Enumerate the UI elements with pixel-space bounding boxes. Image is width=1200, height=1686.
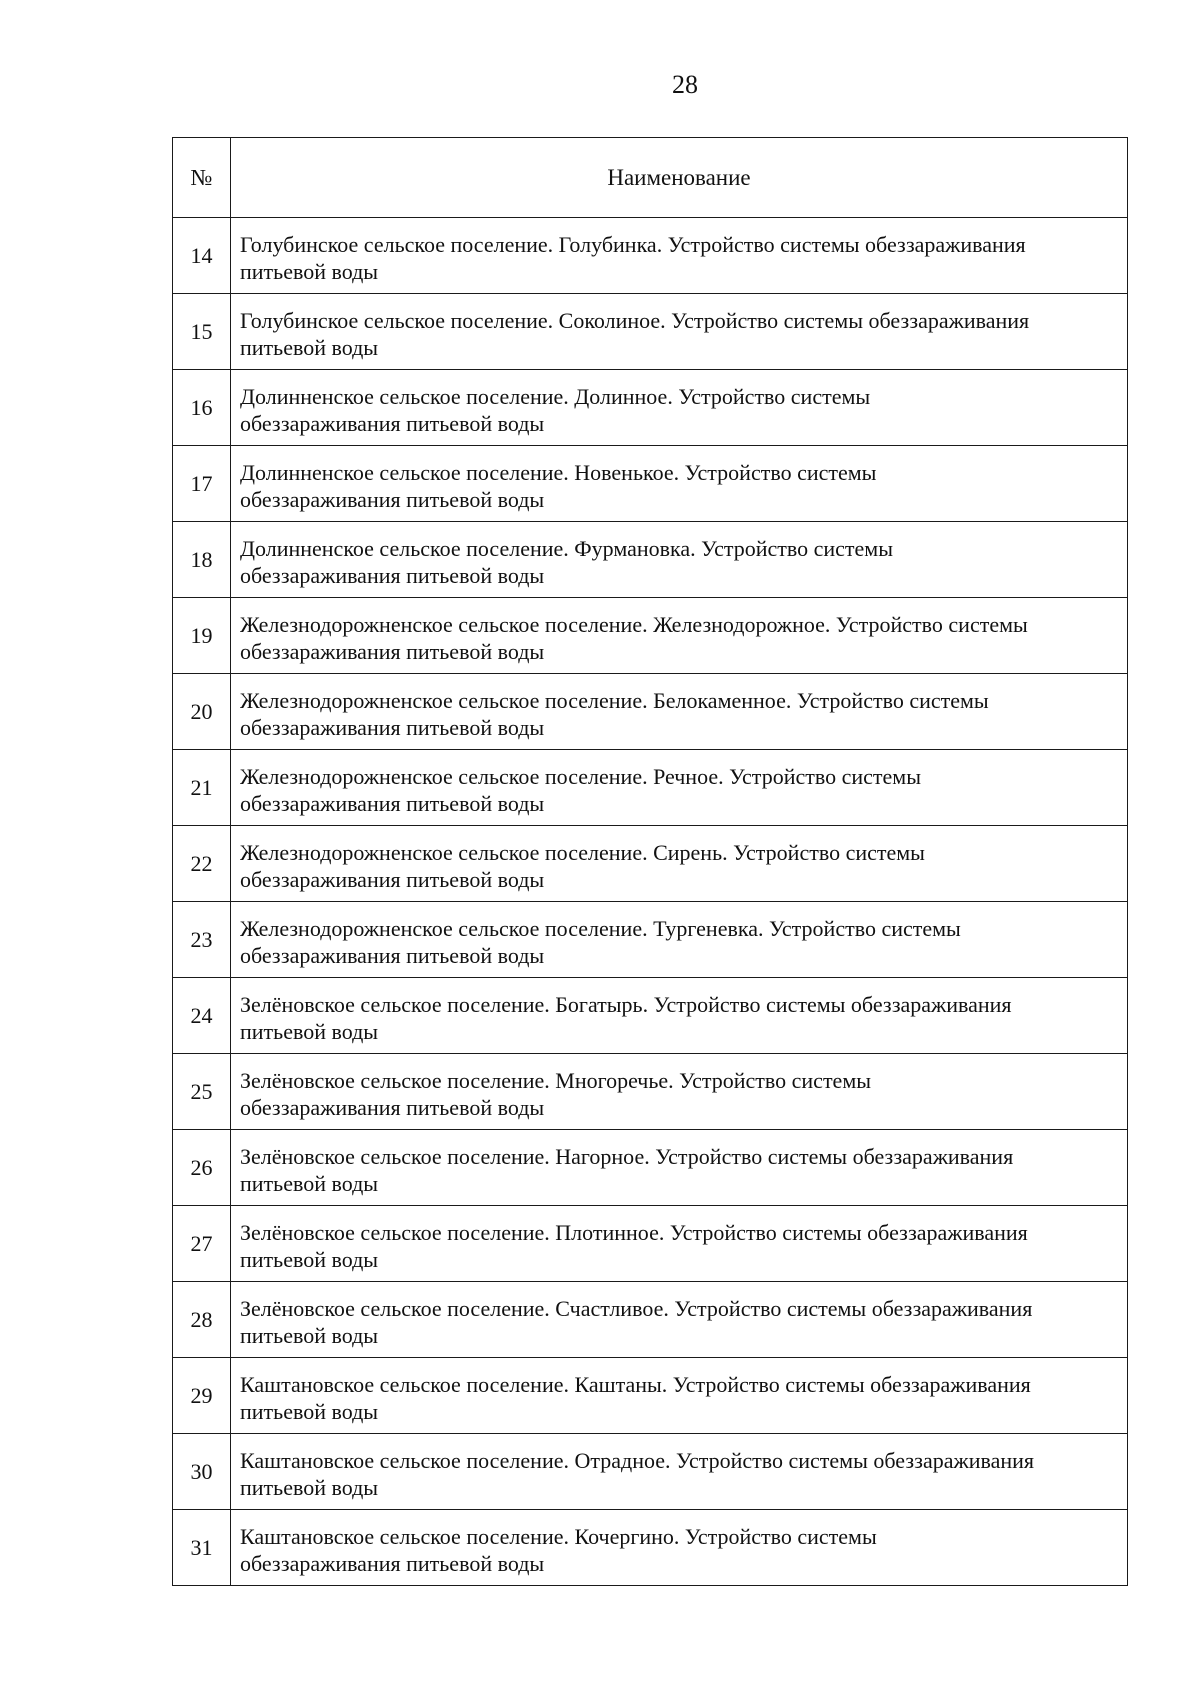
row-number: 31 [173, 1510, 231, 1586]
row-name-line-1: Долинненское сельское поселение. Фурмановка. Устройство системы [240, 536, 893, 561]
row-name-line-1: Зелёновское сельское поселение. Нагорное. Устройство системы обеззараживания [240, 1144, 1014, 1169]
row-name-line-1: Железнодорожненское сельское поселение. Тургеневка. Устройство системы [240, 916, 961, 941]
row-name-line-2: обеззараживания питьевой воды [240, 411, 545, 436]
row-name [231, 598, 1128, 674]
header-number: № [173, 138, 231, 218]
row-number: 18 [173, 522, 231, 598]
row-name-line-2: питьевой воды [240, 1475, 379, 1500]
table-row [173, 978, 1128, 1054]
row-name [231, 1510, 1128, 1586]
row-name-line-2: обеззараживания питьевой воды [240, 791, 545, 816]
row-name [231, 1130, 1128, 1206]
row-name [231, 1358, 1128, 1434]
row-name-line-1: Каштановское сельское поселение. Каштаны. Устройство системы обеззараживания [240, 1372, 1031, 1397]
row-name-line-1: Долинненское сельское поселение. Новенькое. Устройство системы [240, 460, 877, 485]
row-name-line-1: Железнодорожненское сельское поселение. Железнодорожное. Устройство системы [240, 612, 1028, 637]
row-name [231, 826, 1128, 902]
row-name-line-1: Зелёновское сельское поселение. Плотинное. Устройство системы обеззараживания [240, 1220, 1028, 1245]
row-name-line-2: питьевой воды [240, 335, 379, 360]
row-name-line-2: обеззараживания питьевой воды [240, 487, 545, 512]
table-row [173, 294, 1128, 370]
row-number: 21 [173, 750, 231, 826]
row-name-line-2: питьевой воды [240, 1019, 379, 1044]
row-name-line-2: обеззараживания питьевой воды [240, 867, 545, 892]
row-name [231, 902, 1128, 978]
row-number: 30 [173, 1434, 231, 1510]
table-row [173, 1130, 1128, 1206]
row-number: 28 [173, 1282, 231, 1358]
row-name-line-1: Каштановское сельское поселение. Отрадное. Устройство системы обеззараживания [240, 1448, 1034, 1473]
table-header-row [173, 138, 1128, 218]
row-number: 29 [173, 1358, 231, 1434]
row-name-line-1: Зелёновское сельское поселение. Богатырь. Устройство системы обеззараживания [240, 992, 1012, 1017]
row-name [231, 294, 1128, 370]
table-row [173, 446, 1128, 522]
table-row [173, 1510, 1128, 1586]
table-body [173, 218, 1128, 1586]
row-number: 27 [173, 1206, 231, 1282]
row-name-line-2: обеззараживания питьевой воды [240, 1095, 545, 1120]
row-name [231, 446, 1128, 522]
row-name [231, 1282, 1128, 1358]
table-row [173, 902, 1128, 978]
table-row [173, 1434, 1128, 1510]
table-row [173, 522, 1128, 598]
row-name-line-2: обеззараживания питьевой воды [240, 1551, 545, 1576]
row-name [231, 218, 1128, 294]
row-number: 19 [173, 598, 231, 674]
page-number: 28 [672, 70, 698, 99]
row-name-line-2: питьевой воды [240, 1247, 379, 1272]
table-row [173, 750, 1128, 826]
table-row [173, 1054, 1128, 1130]
row-name [231, 1206, 1128, 1282]
row-name [231, 978, 1128, 1054]
row-number: 24 [173, 978, 231, 1054]
row-name-line-2: обеззараживания питьевой воды [240, 639, 545, 664]
row-number: 22 [173, 826, 231, 902]
row-number: 26 [173, 1130, 231, 1206]
row-number: 23 [173, 902, 231, 978]
table-row [173, 370, 1128, 446]
table-row [173, 826, 1128, 902]
table-row [173, 218, 1128, 294]
row-name [231, 674, 1128, 750]
row-name-line-1: Голубинское сельское поселение. Соколиное. Устройство системы обеззараживания [240, 308, 1030, 333]
row-name [231, 370, 1128, 446]
table-row [173, 674, 1128, 750]
row-number: 15 [173, 294, 231, 370]
row-name-line-1: Зелёновское сельское поселение. Многоречье. Устройство системы [240, 1068, 872, 1093]
row-name-line-1: Каштановское сельское поселение. Кочергино. Устройство системы [240, 1524, 877, 1549]
row-number: 16 [173, 370, 231, 446]
row-name-line-1: Железнодорожненское сельское поселение. Сирень. Устройство системы [240, 840, 925, 865]
row-number: 25 [173, 1054, 231, 1130]
row-name-line-1: Долинненское сельское поселение. Долинное. Устройство системы [240, 384, 871, 409]
header-name: Наименование [231, 138, 1128, 218]
table-row [173, 1358, 1128, 1434]
row-number: 17 [173, 446, 231, 522]
row-number: 20 [173, 674, 231, 750]
table-row [173, 1206, 1128, 1282]
row-name-line-2: обеззараживания питьевой воды [240, 563, 545, 588]
row-name-line-2: питьевой воды [240, 1399, 379, 1424]
row-name-line-2: питьевой воды [240, 1323, 379, 1348]
row-name-line-2: обеззараживания питьевой воды [240, 943, 545, 968]
row-name-line-2: питьевой воды [240, 1171, 379, 1196]
row-number: 14 [173, 218, 231, 294]
projects-table [172, 137, 1128, 1586]
row-name-line-1: Железнодорожненское сельское поселение. Белокаменное. Устройство системы [240, 688, 989, 713]
row-name-line-1: Зелёновское сельское поселение. Счастливое. Устройство системы обеззараживания [240, 1296, 1033, 1321]
row-name [231, 522, 1128, 598]
row-name-line-1: Голубинское сельское поселение. Голубинка. Устройство системы обеззараживания [240, 232, 1026, 257]
row-name [231, 1434, 1128, 1510]
table-row [173, 598, 1128, 674]
row-name [231, 750, 1128, 826]
row-name-line-1: Железнодорожненское сельское поселение. Речное. Устройство системы [240, 764, 921, 789]
row-name-line-2: обеззараживания питьевой воды [240, 715, 545, 740]
table-row [173, 1282, 1128, 1358]
row-name-line-2: питьевой воды [240, 259, 379, 284]
row-name [231, 1054, 1128, 1130]
